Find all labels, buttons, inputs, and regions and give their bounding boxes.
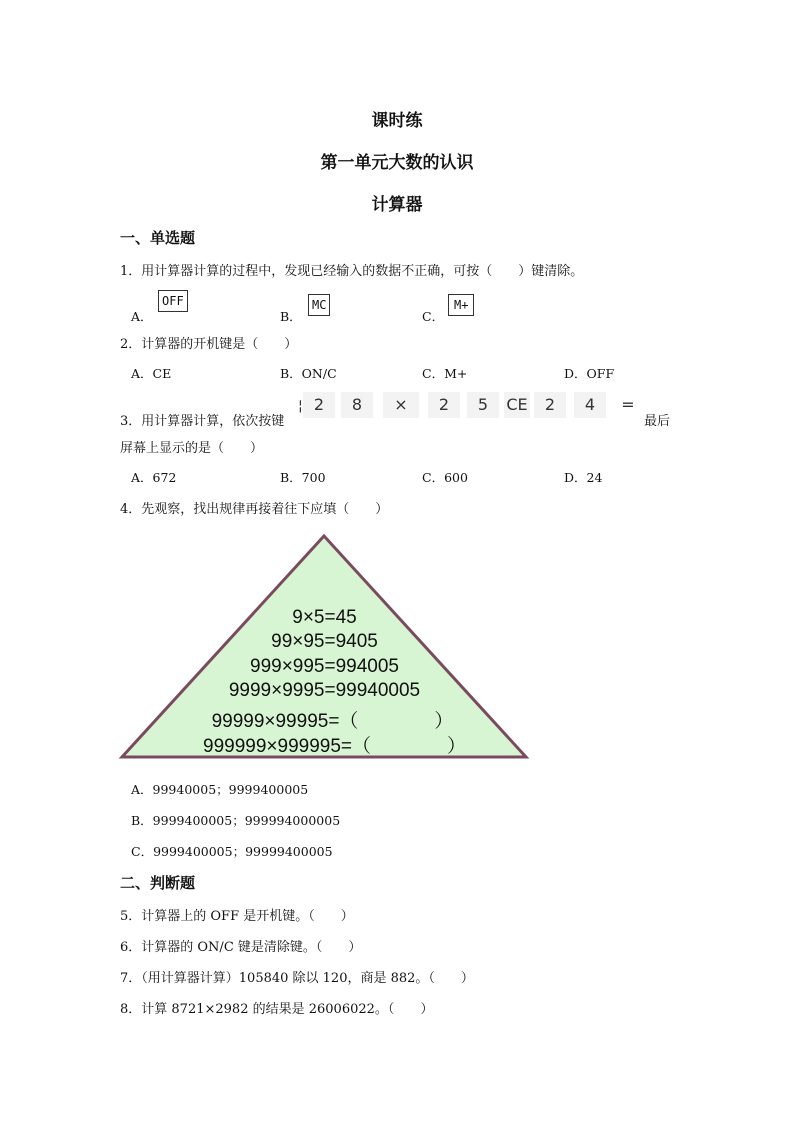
off-key-icon: OFF xyxy=(158,290,188,312)
q2-option-d: D．OFF xyxy=(564,366,615,381)
page-title: 课时练 xyxy=(371,111,423,131)
judge-item-5: 5．计算器上的 OFF 是开机键。（ ） xyxy=(120,909,354,924)
unit-title: 第一单元大数的认识 xyxy=(320,153,474,173)
q1-option-c-label: C． xyxy=(422,309,445,324)
triangle-line: 9999×9995=99940005 xyxy=(228,680,421,701)
m-plus-key-icon: M+ xyxy=(448,294,474,316)
calc-key: 4 xyxy=(574,392,606,418)
triangle-line: 9×5=45 xyxy=(292,607,357,628)
q1-option-b-label: B． xyxy=(280,309,302,324)
calc-key: × xyxy=(383,392,419,418)
question-3: 3．用计算器计算，依次按键 xyxy=(120,414,285,429)
triangle-line: 99999×99995=（ ） xyxy=(211,711,454,732)
judge-item-6: 6．计算器的 ON/C 键是清除键。（ ） xyxy=(120,940,362,955)
q1-option-a-label: A． xyxy=(131,309,153,324)
question-3-after: 最后 xyxy=(644,414,671,429)
q2-option-a: A．CE xyxy=(131,366,172,381)
q3-option-b: B．700 xyxy=(280,470,326,485)
question-1: 1．用计算器计算的过程中，发现已经输入的数据不正确，可按（ ）键清除。 xyxy=(120,264,584,279)
question-3-line2: 屏幕上显示的是（ ） xyxy=(120,441,264,456)
calc-key: 2 xyxy=(534,392,566,418)
section-heading-single-choice: 一、单选题 xyxy=(120,229,196,247)
calc-key: 5 xyxy=(467,392,499,418)
lesson-title: 计算器 xyxy=(371,195,423,215)
calc-key: = xyxy=(614,392,642,418)
q2-option-b: B．ON/C xyxy=(280,366,337,381)
question-4: 4．先观察，找出规律再接着往下应填（ ） xyxy=(120,502,389,517)
triangle-line: 999999×999995=（ ） xyxy=(203,736,466,757)
section-heading-true-false: 二、判断题 xyxy=(120,874,196,892)
judge-item-8: 8．计算 8721×2982 的结果是 26006022。（ ） xyxy=(120,1002,434,1017)
key-sequence-edge-mark: ¦ xyxy=(298,398,303,414)
triangle-line: 99×95=9405 xyxy=(271,631,378,652)
mc-key-icon: MC xyxy=(308,294,330,316)
calc-key: 8 xyxy=(341,392,373,418)
q3-option-a: A．672 xyxy=(131,470,177,485)
q3-option-d: D．24 xyxy=(564,470,603,485)
q3-option-c: C．600 xyxy=(422,470,468,485)
calc-key: 2 xyxy=(303,392,335,418)
q4-option-a: A．99940005；9999400005 xyxy=(131,782,309,797)
q2-option-c: C．M+ xyxy=(422,366,468,381)
question-2: 2．计算器的开机键是（ ） xyxy=(120,337,298,352)
calc-key: CE xyxy=(504,392,530,418)
triangle-line: 999×995=994005 xyxy=(250,656,399,677)
calc-key: 2 xyxy=(428,392,460,418)
q4-option-c: C．9999400005；99999400005 xyxy=(131,844,333,859)
judge-item-7: 7．（用计算器计算）105840 除以 120，商是 882。（ ） xyxy=(120,971,474,986)
q4-option-b: B．9999400005；999994000005 xyxy=(131,813,341,828)
